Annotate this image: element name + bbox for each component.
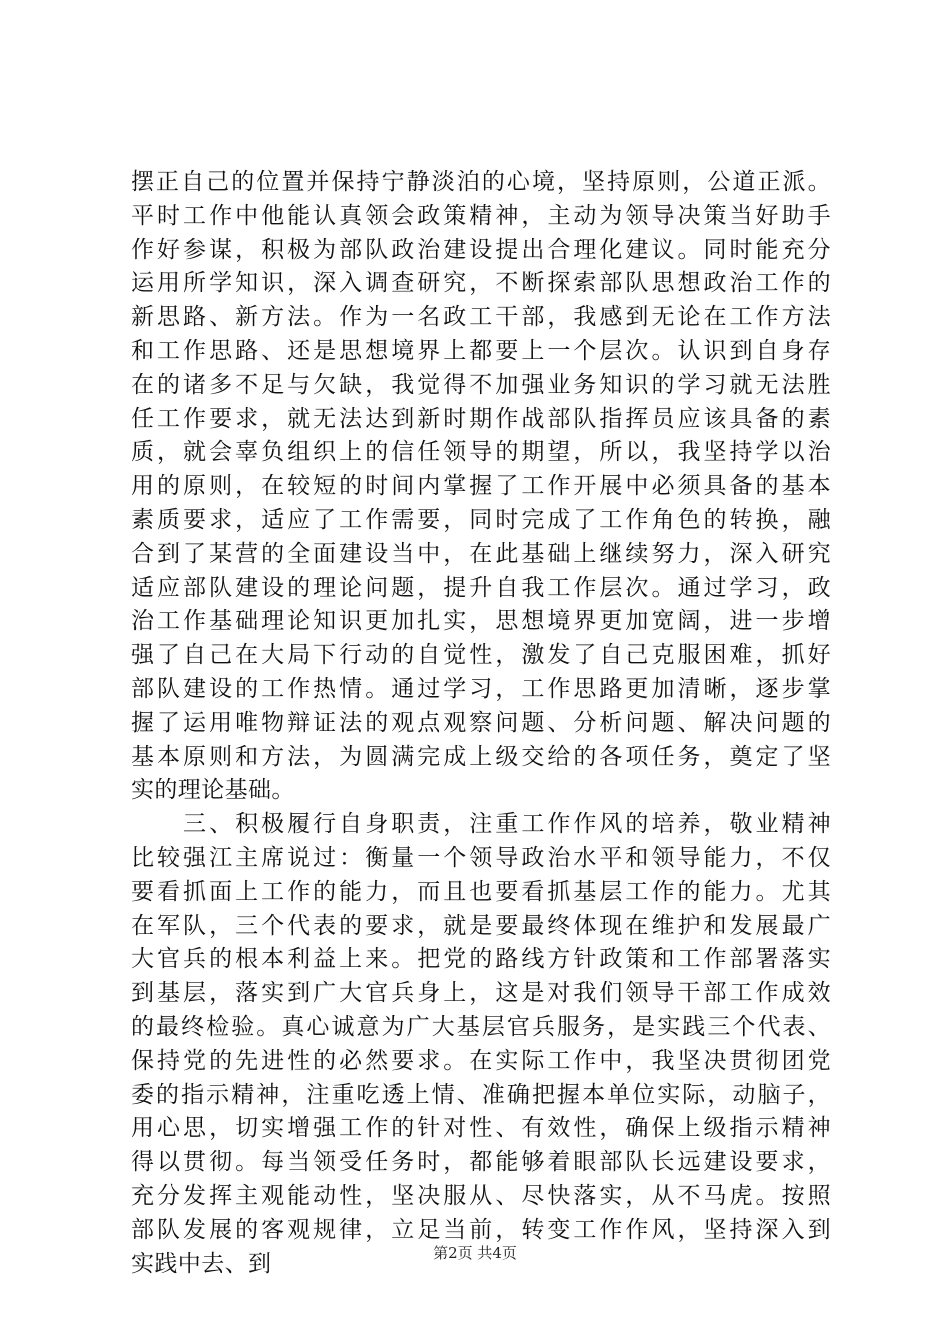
- text-line: 比较强江主席说过：衡量一个领导政治水平和领导能力，不仅: [131, 844, 831, 871]
- text-line: 的最终检验。真心诚意为广大基层官兵服务，是实践三个代表、: [131, 1013, 831, 1040]
- text-line: 在军队，三个代表的要求，就是要最终体现在维护和发展最广: [131, 912, 831, 939]
- text-line: 和工作思路、还是思想境界上都要上一个层次。认识到自身存: [131, 337, 831, 364]
- text-line: 基本原则和方法，为圆满完成上级交给的各项任务，奠定了坚: [131, 743, 831, 770]
- text-line: 治工作基础理论知识更加扎实，思想境界更加宽阔，进一步增: [131, 608, 831, 635]
- text-line: 保持党的先进性的必然要求。在实际工作中，我坚决贯彻团党: [131, 1047, 831, 1074]
- text-line: 强了自己在大局下行动的自觉性，激发了自己克服困难，抓好: [131, 642, 831, 669]
- text-line: 委的指示精神，注重吃透上情、准确把握本单位实际，动脑子，: [131, 1081, 831, 1108]
- text-line: 用的原则，在较短的时间内掌握了工作开展中必须具备的基本: [131, 473, 831, 500]
- text-line: 大官兵的根本利益上来。把党的路线方针政策和工作部署落实: [131, 946, 831, 973]
- text-line: 素质要求，适应了工作需要，同时完成了工作角色的转换，融: [131, 506, 831, 533]
- text-line: 实践中去、到: [131, 1250, 272, 1277]
- text-line: 运用所学知识，深入调查研究，不断探索部队思想政治工作的: [131, 270, 831, 297]
- text-line: 在的诸多不足与欠缺，我觉得不加强业务知识的学习就无法胜: [131, 371, 831, 398]
- text-line: 用心思，切实增强工作的针对性、有效性，确保上级指示精神: [131, 1115, 831, 1142]
- text-line: 适应部队建设的理论问题，提升自我工作层次。通过学习，政: [131, 574, 831, 601]
- text-line: 充分发挥主观能动性，坚决服从、尽快落实，从不马虎。按照: [131, 1182, 831, 1209]
- text-line: 到基层，落实到广大官兵身上，这是对我们领导干部工作成效: [131, 980, 831, 1007]
- page-footer: [0, 1243, 950, 1263]
- text-line: 实的理论基础。: [131, 777, 295, 804]
- text-line: 得以贯彻。每当领受任务时，都能够着眼部队长远建设要求，: [131, 1149, 831, 1176]
- text-line: 要看抓面上工作的能力，而且也要看抓基层工作的能力。尤其: [131, 878, 831, 905]
- body-text: [131, 166, 831, 1281]
- text-line: 三、积极履行自身职责，注重工作作风的培养，敬业精神: [131, 811, 831, 838]
- text-line: 质，就会辜负组织上的信任领导的期望，所以，我坚持学以治: [131, 439, 831, 466]
- text-line: 部队发展的客观规律，立足当前，转变工作作风，坚持深入到: [131, 1216, 831, 1243]
- text-line: 作好参谋，积极为部队政治建设提出合理化建议。同时能充分: [131, 236, 831, 263]
- text-line: 部队建设的工作热情。通过学习，工作思路更加清晰，逐步掌: [131, 675, 831, 702]
- text-line: 握了运用唯物辩证法的观点观察问题、分析问题、解决问题的: [131, 709, 831, 736]
- text-line: 合到了某营的全面建设当中，在此基础上继续努力，深入研究: [131, 540, 831, 567]
- page-number: 第2页 共4页: [433, 1244, 517, 1262]
- text-line: 平时工作中他能认真领会政策精神，主动为领导决策当好助手: [131, 202, 831, 229]
- text-line: 新思路、新方法。作为一名政工干部，我感到无论在工作方法: [131, 304, 831, 331]
- text-line: 任工作要求，就无法达到新时期作战部队指挥员应该具备的素: [131, 405, 831, 432]
- text-line: 摆正自己的位置并保持宁静淡泊的心境，坚持原则，公道正派。: [131, 169, 831, 195]
